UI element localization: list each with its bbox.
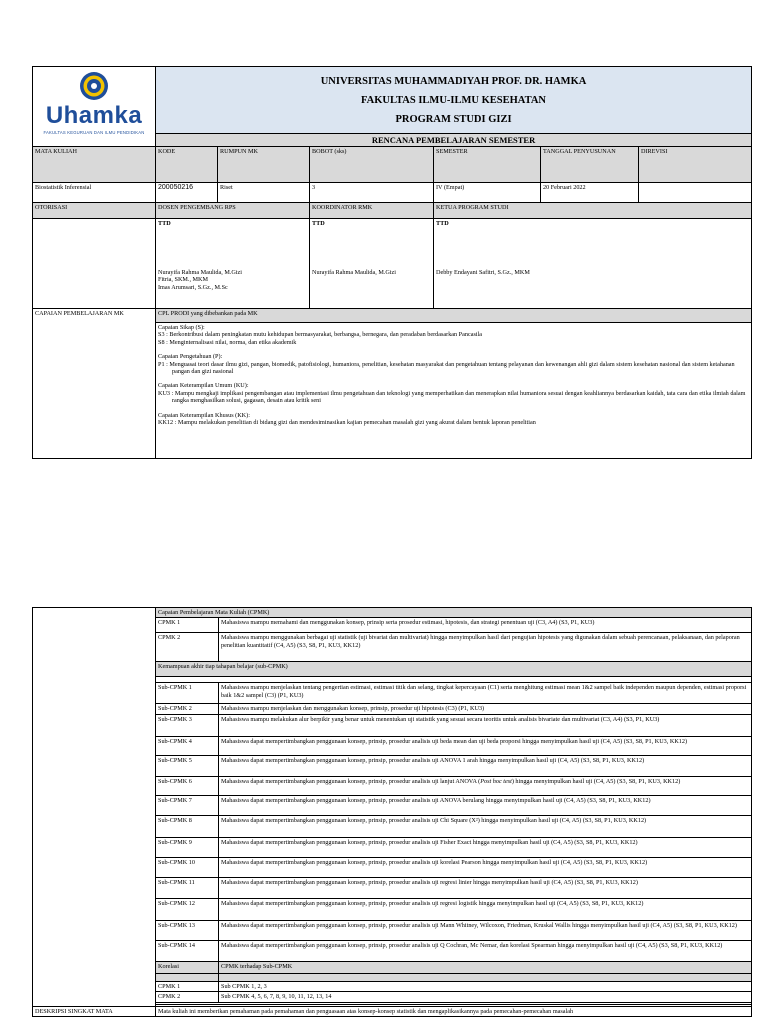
deskripsi-label: DESKRIPSI SINGKAT MATA <box>33 1006 156 1016</box>
sub-cpmk-code: Sub-CPMK 3 <box>156 714 219 736</box>
cpl-ku-title: Capaian Keterampilan Umum (KU): <box>158 382 249 390</box>
sub-cpmk-text: Mahasiswa mampu menjelaskan dan menggunakan konsep, prinsip, prosedur uji hipotesis (C3) (P1, KU3) <box>219 704 752 714</box>
university-seal-icon <box>79 71 109 101</box>
cpl-ku3: KU3 : Mampu mengkaji implikasi pengembangan atau implementasi ilmu pengetahuan dan teknologi yang memperhatikan dan menerapkan nilai humaniora sesuai dengan keahliannya berdasarkan kaidah, tata cara dan etika ilmiah dalam rangka menghasilkan solusi, gagasan, desain atau kritik seni <box>158 389 746 405</box>
faculty-name: FAKULTAS ILMU-ILMU KESEHATAN <box>361 94 546 106</box>
sub-cpmk-code: Sub-CPMK 7 <box>156 795 219 815</box>
korelasi-header: CPMK terhadap Sub-CPMK <box>219 961 752 973</box>
label-dosen-pengembang: DOSEN PENGEMBANG RPS <box>156 203 310 219</box>
cpl-kk12: KK12 : Mampu melakukan penelitian di bidang gizi dan mendesiminasikan kajian pemecahan masalah gizi yang akurat dalam bentuk laporan penelitian <box>158 419 536 427</box>
value-mata-kuliah: Biostatistik Inferensial <box>33 183 156 203</box>
sub-cpmk-code: Sub-CPMK 8 <box>156 815 219 837</box>
sub-cpmk-text: Mahasiswa dapat mempertimbangkan penggunaan konsep, prinsip, prosedur analisis uji Chi Square (X²) hingga menyimpulkan hasil uji (C4, A5) (S3, S8, P1, KU3, KK12) <box>219 815 752 837</box>
value-direvisi <box>639 183 752 203</box>
korelasi-code: CPMK 2 <box>156 992 219 1002</box>
sub-cpmk-text: Mahasiswa dapat mempertimbangkan penggunaan konsep, prinsip, prosedur analisis uji ANOVA 1 arah hingga menyimpulkan hasil uji (C4, A5) (S3, S8, P1, KU3, KK12) <box>219 755 752 776</box>
rps-cpmk-table <box>32 607 752 1017</box>
cpmk-code: CPMK 2 <box>156 633 219 662</box>
label-tanggal: TANGGAL PENYUSUNAN <box>541 147 639 183</box>
deskripsi-text: Mata kuliah ini memberikan pemahaman pada pemahaman dan penguasaan atas konsep-konsep statistik dan mengaplikasikannya pada pemecahan-pemecahan masalah <box>156 1006 752 1016</box>
label-capaian: CAPAIAN PEMBELAJARAN MK <box>33 309 156 459</box>
cpl-header: CPL PRODI yang dibebankan pada MK <box>156 309 752 323</box>
korelasi-text: Sub CPMK 4, 5, 6, 7, 8, 9, 10, 11, 12, 13, 14 <box>219 992 752 1002</box>
koordinator-signature-cell <box>310 219 434 309</box>
label-ketua-prodi: KETUA PROGRAM STUDI <box>434 203 752 219</box>
label-kode: KODE <box>156 147 218 183</box>
sub-cpmk-code: Sub-CPMK 13 <box>156 920 219 940</box>
sub-cpmk-text: Mahasiswa mampu melakukan alur berpikir yang benar untuk menentukan uji statistik yang sesuai secara teoritis untuk analisis bivariate dan multivariat (C3, A4) (S3, P1, KU3) <box>219 714 752 736</box>
program-name: PROGRAM STUDI GIZI <box>395 113 512 125</box>
korelasi-label: Korelasi <box>156 961 219 973</box>
dosen-name-3: Imas Arumsari, S.Gz., M.Sc <box>158 283 228 291</box>
ttd-koordinator: TTD <box>312 220 325 227</box>
ketua-name: Debby Endayani Safitri, S.Gz., MKM <box>436 269 530 276</box>
sub-cpmk-code: Sub-CPMK 1 <box>156 683 219 704</box>
sub-cpmk-text: Mahasiswa dapat mempertimbangkan penggunaan konsep, prinsip, prosedur analisis uji Fisher Exact hingga menyimpulkan hasil uji (C4, A5) (S3, S8, P1, KU3, KK12) <box>219 837 752 857</box>
cpmk-text: Mahasiswa mampu memahami dan menggunakan konsep, prinsip serta prosedur estimasi, hipotesis, dan strategi penentuan uji (C3, A4) (S3, P1, KU3) <box>219 618 752 633</box>
label-direvisi: DIREVISI <box>639 147 752 183</box>
doc-title: RENCANA PEMBELAJARAN SEMESTER <box>156 134 752 147</box>
korelasi-text: Sub CPMK 1, 2, 3 <box>219 981 752 991</box>
logo-cell <box>33 67 156 147</box>
label-rumpun: RUMPUN MK <box>218 147 310 183</box>
koordinator-name: Nurayifa Rahma Maulida, M.Gizi <box>312 269 397 276</box>
logo-wordmark: Uhamka <box>45 102 143 130</box>
label-otorisasi: OTORISASI <box>33 203 156 219</box>
sub-cpmk-code: Sub-CPMK 4 <box>156 736 219 755</box>
sub-cpmk-text: Mahasiswa dapat mempertimbangkan penggunaan konsep, prinsip, prosedur analisis uji Mann Whitney, Wilcoxon, Friedman, Kruskal Wallis hingga menyimpulkan hasil uji (C4, A5) (S3, S8, P1, KU3, KK12) <box>219 920 752 940</box>
sub-cpmk-text: Mahasiswa dapat mempertimbangkan penggunaan konsep, prinsip, prosedur analisis uji beda mean dan uji beda proporsi hingga menyimpulkan hasil uji (C4, A5) (S3, S8, P1, KU3, KK12) <box>219 736 752 755</box>
label-koordinator: KOORDINATOR RMK <box>310 203 434 219</box>
sub-cpmk-code: Sub-CPMK 14 <box>156 940 219 961</box>
cpmk-header: Capaian Pembelajaran Mata Kuliah (CPMK) <box>156 608 752 618</box>
value-bobot: 3 <box>310 183 434 203</box>
sub-cpmk-text: Mahasiswa dapat mempertimbangkan penggunaan konsep, prinsip, prosedur analisis uji lanjut ANOVA (Post hoc test) hingga menyimpulkan hasil uji (C4, A5) (S3, S8, P1, KU3, KK12) <box>219 776 752 795</box>
cpmk-code: CPMK 1 <box>156 618 219 633</box>
logo-tagline: FAKULTAS KEGURUAN DAN ILMU PENDIDIKAN <box>43 130 145 136</box>
dosen-name-2: Fitria, SKM., MKM <box>158 276 209 284</box>
sub-cpmk-text: Mahasiswa mampu menjelaskan tentang pengertian estimasi, estimasi titik dan selang, tingkat kepercayaan (C1) serta menghitung estimasi mean 1&2 sampel baik independen maupun dependen, estimasi proporsi baik 1&2 sampel (C3) (P1, KU3) <box>219 683 752 704</box>
value-tanggal: 20 Februari 2022 <box>541 183 639 203</box>
sub-cpmk-code: Sub-CPMK 9 <box>156 837 219 857</box>
label-mata-kuliah: MATA KULIAH <box>33 147 156 183</box>
cpl-s3: S3 : Berkontribusi dalam peningkatan mutu kehidupan bermasyarakat, berbangsa, bernegara, dan peradaban berdasarkan Pancasila <box>158 331 483 339</box>
sub-cpmk-code: Sub-CPMK 2 <box>156 704 219 714</box>
cpl-pengetahuan-title: Capaian Pengetahuan (P): <box>158 353 223 361</box>
sub-cpmk-code: Sub-CPMK 5 <box>156 755 219 776</box>
label-semester: SEMESTER <box>434 147 541 183</box>
sub-cpmk-text: Mahasiswa dapat mempertimbangkan penggunaan konsep, prinsip, prosedur analisis uji regresi logistik hingga menyimpulkan hasil uji (C4, A5) (S3, S8, P1, KU3, KK12) <box>219 898 752 920</box>
cpmk-text: Mahasiswa mampu menggunakan berbagai uji statistik (uji bivariat dan multivariat) hingga menyimpulkan hasil dari pengujian hipotesis yang digunakan dalam sebuah perencanaan, pelaksanaan, dan pelaporan penelitian kuantitatif (C4, A5) (S3, S8, P1, KU3, KK12) <box>219 633 752 662</box>
value-semester: IV (Empat) <box>434 183 541 203</box>
cpl-s8: S8 : Menginternalisasi nilai, norma, dan etika akademik <box>158 338 297 346</box>
sub-cpmk-header: Kemampuan akhir tiap tahapan belajar (sub-CPMK) <box>156 662 752 677</box>
korelasi-code: CPMK 1 <box>156 981 219 991</box>
sub-cpmk-text: Mahasiswa dapat mempertimbangkan penggunaan konsep, prinsip, prosedur analisis uji korelasi Pearson hingga menyimpulkan hasil uji (C4, A5) (S3, S8, P1, KU3, KK12) <box>219 857 752 877</box>
sub-cpmk-code: Sub-CPMK 6 <box>156 776 219 795</box>
sub-cpmk-text: Mahasiswa dapat mempertimbangkan penggunaan konsep, prinsip, prosedur analisis uji Q Cochran, Mc Nemar, dan korelasi Spearman hingga menyimpulkan hasil uji (C4, A5) (S3, S8, P1, KU3, KK12) <box>219 940 752 961</box>
cpl-p1: P1 : Menguasai teori dasar ilmu gizi, pangan, biomedik, patofisiologi, humaniora, penelitian, kesehatan masyarakat dan pengetahuan tentang pelayanan dan kewenangan ahli gizi dalam sistem kesehatan nasional dan sistem ketahanan pangan dan gizi nasional <box>158 360 735 376</box>
ttd-dosen: TTD <box>158 220 171 227</box>
cpl-sikap-title: Capaian Sikap (S): <box>158 324 205 331</box>
dosen-signature-cell <box>156 219 310 309</box>
value-rumpun: Riset <box>218 183 310 203</box>
ketua-signature-cell <box>434 219 752 309</box>
dosen-name-1: Nurayifa Rahma Maulida, M.Gizi <box>158 269 243 276</box>
sub-cpmk-code: Sub-CPMK 12 <box>156 898 219 920</box>
cpl-content <box>156 323 752 459</box>
sub-cpmk-text: Mahasiswa dapat mempertimbangkan penggunaan konsep, prinsip, prosedur analisis uji regresi linier hingga menyimpulkan hasil uji (C4, A5) (S3, S8, P1, KU3, KK12) <box>219 877 752 898</box>
university-name: UNIVERSITAS MUHAMMADIYAH PROF. DR. HAMKA <box>320 75 587 87</box>
sub-cpmk-code: Sub-CPMK 11 <box>156 877 219 898</box>
cpl-kk-title: Capaian Keterampilan Khusus (KK): <box>158 411 250 419</box>
ttd-ketua: TTD <box>436 220 449 227</box>
sub-cpmk-code: Sub-CPMK 10 <box>156 857 219 877</box>
sub-cpmk-text: Mahasiswa dapat mempertimbangkan penggunaan konsep, prinsip, prosedur analisis uji ANOVA berulang hingga menyimpulkan hasil uji (C4, A5) (S3, S8, P1, KU3, KK12) <box>219 795 752 815</box>
value-kode: 200050216 <box>156 183 218 203</box>
institution-header <box>156 67 752 134</box>
rps-header-table <box>32 66 752 459</box>
label-bobot: BOBOT (sks) <box>310 147 434 183</box>
